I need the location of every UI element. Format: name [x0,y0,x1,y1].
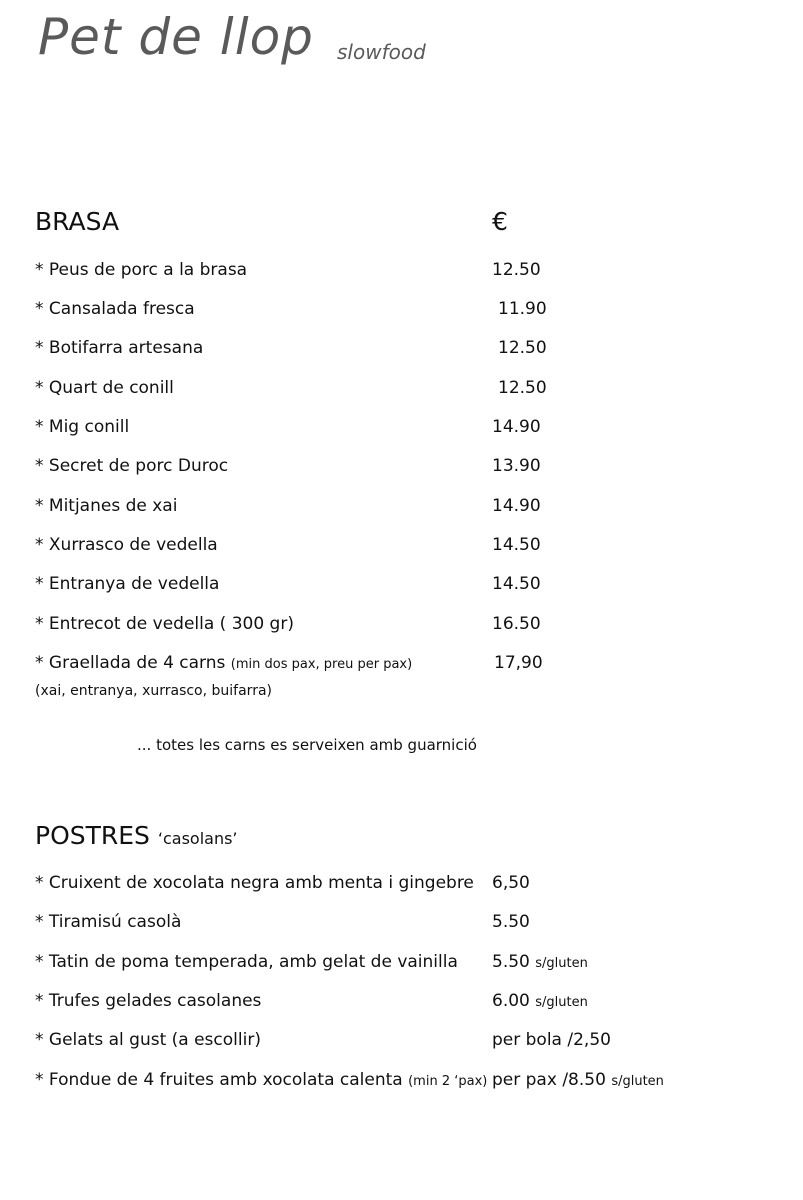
item-price: 6,50 [492,873,530,893]
item-price-group [492,952,588,972]
item-name: * Peus de porc a la brasa [35,260,248,280]
item-name: * Mitjanes de xai [35,496,178,516]
item-name: * Tiramisú casolà [35,912,182,932]
menu-item [35,873,775,899]
currency-symbol: € [492,207,508,236]
item-extra-description: (xai, entranya, xurrasco, buifarra) [35,683,272,699]
item-name: * Quart de conill [35,378,174,398]
menu-item [35,614,775,640]
item-name: * Gelats al gust (a escollir) [35,1030,261,1050]
restaurant-name: Pet de llop [38,8,314,66]
item-name: * Mig conill [35,417,130,437]
item-price-group [492,991,588,1011]
brasa-heading: BRASA [35,207,120,236]
restaurant-tagline: slowfood [337,40,426,64]
item-name: * Entranya de vedella [35,574,220,594]
gluten-free-tag: s/gluten [611,1074,664,1089]
menu-item [35,574,775,600]
menu-item [35,456,775,482]
item-price: 13.90 [492,456,541,476]
menu-item [35,912,775,938]
item-price: 6.00 [492,991,530,1011]
item-price: 5.50 [492,952,530,972]
item-price: 17,90 [494,653,543,673]
menu-item [35,378,775,404]
item-price: 14.50 [492,535,541,555]
menu-item [35,535,775,561]
item-name: * Tatin de poma temperada, amb gelat de vainilla [35,952,458,972]
item-name: * Entrecot de vedella ( 300 gr) [35,614,294,634]
item-name: * Graellada de 4 carns [35,653,226,673]
item-note: (min dos pax, preu per pax) [230,657,413,672]
menu-item [35,653,775,679]
item-note: (min 2 ‘pax) [408,1074,488,1089]
item-price: 11.90 [498,299,547,319]
item-name: * Secret de porc Duroc [35,456,229,476]
gluten-free-tag: s/gluten [535,956,588,971]
menu-item [35,496,775,522]
item-price: 14.90 [492,496,541,516]
item-name: * Fondue de 4 fruites amb xocolata calenta [35,1070,403,1090]
menu-item [35,299,775,325]
postres-subtitle: ‘casolans’ [157,829,238,848]
postres-title: POSTRES [35,821,150,850]
menu-item [35,952,775,978]
item-name-group [35,1070,487,1090]
item-name: * Cansalada fresca [35,299,195,319]
garnish-note: ... totes les carns es serveixen amb guarnició [137,736,477,754]
item-price: 14.50 [492,574,541,594]
item-name: * Cruixent de xocolata negra amb menta i gingebre [35,873,474,893]
item-name-group [35,653,412,673]
item-price: 14.90 [492,417,541,437]
item-price: 12.50 [492,260,541,280]
menu-item [35,1070,775,1096]
item-price: 5.50 [492,912,530,932]
item-price-group [492,1070,664,1090]
item-price: 16.50 [492,614,541,634]
item-price: per bola /2,50 [492,1030,611,1050]
item-name: * Trufes gelades casolanes [35,991,262,1011]
menu-item [35,991,775,1017]
menu-item [35,1030,775,1056]
menu-item [35,338,775,364]
gluten-free-tag: s/gluten [535,995,588,1010]
item-name: * Botifarra artesana [35,338,204,358]
postres-heading [35,821,238,850]
item-price: 12.50 [498,338,547,358]
item-price: 12.50 [498,378,547,398]
menu-item [35,260,775,286]
item-price: per pax /8.50 [492,1070,606,1090]
menu-item [35,417,775,443]
item-name: * Xurrasco de vedella [35,535,218,555]
